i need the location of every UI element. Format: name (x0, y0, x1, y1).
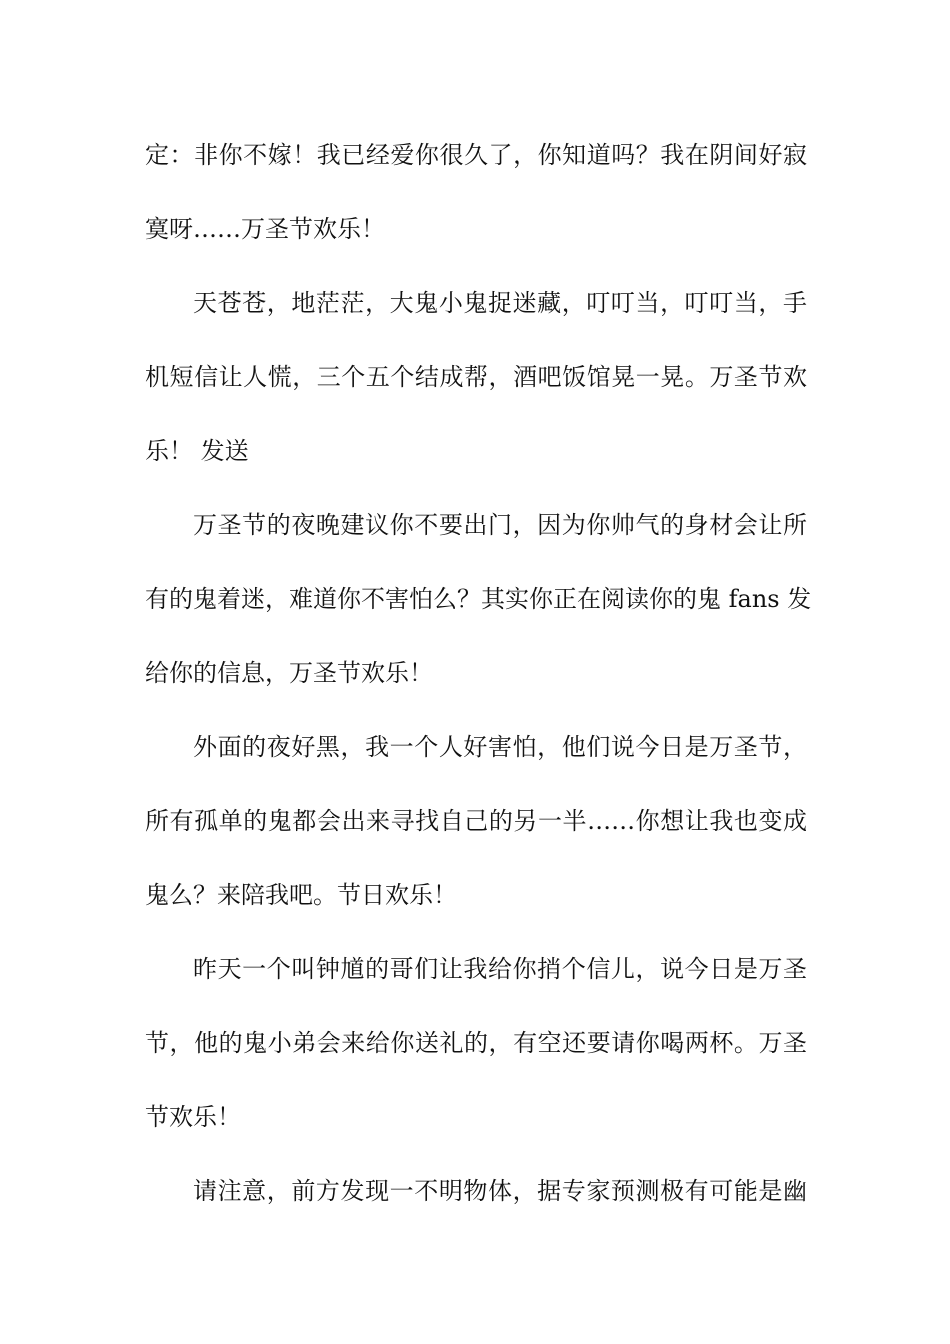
text-line: 有的鬼着迷，难道你不害怕么？其实你正在阅读你的鬼 fans 发 (145, 585, 812, 613)
text-line: 寞呀……万圣节欢乐！ (145, 215, 385, 243)
text-line: 外面的夜好黑，我一个人好害怕，他们说今日是万圣节， (193, 733, 807, 761)
text-line: 昨天一个叫钟馗的哥们让我给你捎个信儿，说今日是万圣 (193, 955, 807, 983)
text-line: 乐！ 发送 (145, 437, 249, 465)
text-line: 天苍苍，地茫茫，大鬼小鬼捉迷藏，叮叮当，叮叮当，手 (193, 289, 807, 317)
document-body (145, 118, 812, 1228)
text-line: 万圣节的夜晚建议你不要出门，因为你帅气的身材会让所 (193, 511, 807, 539)
text-line: 机短信让人慌，三个五个结成帮，酒吧饭馆晃一晃。万圣节欢 (145, 363, 807, 391)
text-line: 给你的信息，万圣节欢乐！ (145, 659, 433, 687)
text-line: 定：非你不嫁！我已经爱你很久了，你知道吗？我在阴间好寂 (145, 141, 807, 169)
text-line: 请注意，前方发现一不明物体，据专家预测极有可能是幽 (193, 1177, 807, 1205)
text-line: 节欢乐！ (145, 1103, 241, 1131)
text-line: 所有孤单的鬼都会出来寻找自己的另一半……你想让我也变成 (145, 807, 807, 835)
text-line: 鬼么？来陪我吧。节日欢乐！ (145, 881, 457, 909)
text-line: 节，他的鬼小弟会来给你送礼的，有空还要请你喝两杯。万圣 (145, 1029, 807, 1057)
